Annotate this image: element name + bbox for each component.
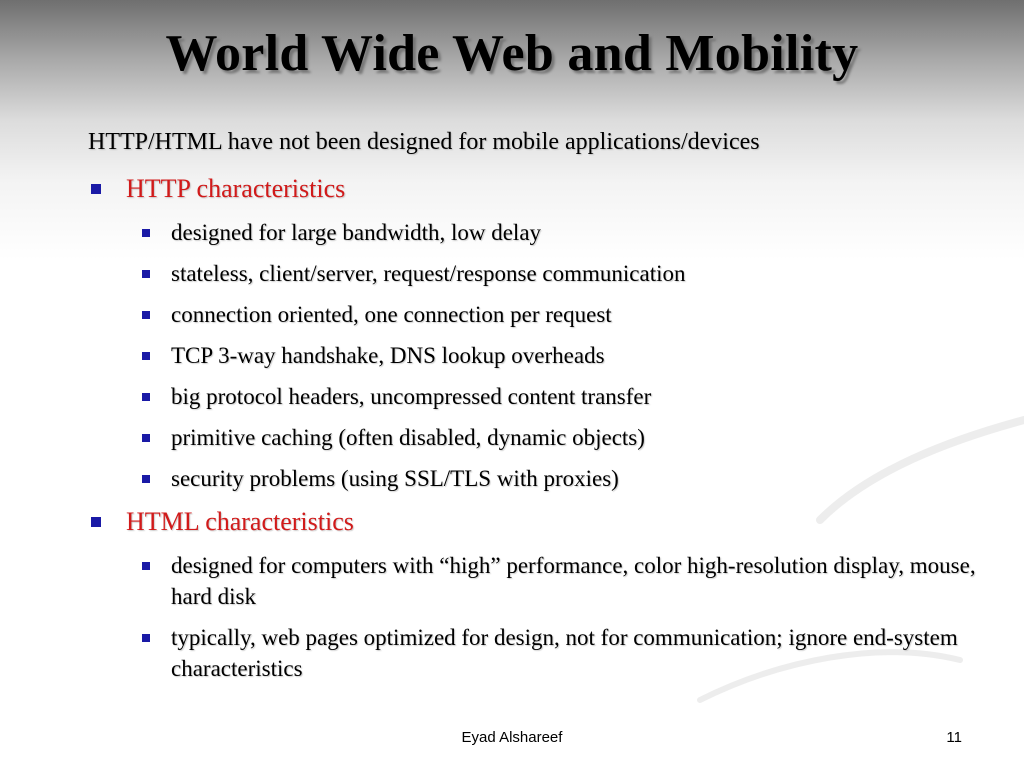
section-heading-label: HTTP characteristics (126, 174, 346, 203)
slide-title: World Wide Web and Mobility (165, 25, 859, 82)
list-item-text: big protocol headers, uncompressed content transfer (171, 384, 652, 409)
list-item-text: designed for large bandwidth, low delay (171, 220, 542, 245)
list-item-text: designed for computers with “high” performance, color high-resolution display, mouse, hard disk (171, 553, 976, 609)
html-characteristics-list (88, 550, 988, 684)
slide-number: 11 (946, 729, 962, 746)
square-bullet-icon (142, 434, 150, 442)
list-item-text: primitive caching (often disabled, dynamic objects) (171, 425, 645, 450)
list-item (88, 340, 988, 371)
list-item-text: connection oriented, one connection per request (171, 302, 612, 327)
section-heading-http (88, 171, 988, 207)
list-item (88, 258, 988, 289)
square-bullet-icon (142, 229, 150, 237)
intro-text: HTTP/HTML have not been designed for mobile applications/devices (88, 129, 760, 155)
section-heading-html (88, 504, 988, 540)
square-bullet-icon (142, 311, 150, 319)
list-item-text: stateless, client/server, request/response communication (171, 261, 686, 286)
list-item-text: typically, web pages optimized for design, not for communication; ignore end-system characteristics (171, 625, 958, 681)
list-item (88, 622, 988, 684)
square-bullet-icon (91, 517, 101, 527)
square-bullet-icon (142, 393, 150, 401)
list-item (88, 381, 988, 412)
list-item (88, 463, 988, 494)
square-bullet-icon (142, 562, 150, 570)
square-bullet-icon (142, 270, 150, 278)
list-item (88, 422, 988, 453)
footer-author: Eyad Alshareef (461, 729, 563, 746)
list-item (88, 550, 988, 612)
section-heading-label: HTML characteristics (126, 507, 354, 536)
list-item (88, 217, 988, 248)
list-item-text: security problems (using SSL/TLS with proxies) (171, 466, 619, 491)
list-item-text: TCP 3-way handshake, DNS lookup overheads (171, 343, 605, 368)
square-bullet-icon (142, 634, 150, 642)
list-item (88, 299, 988, 330)
http-characteristics-list (88, 217, 988, 494)
square-bullet-icon (91, 184, 101, 194)
square-bullet-icon (142, 475, 150, 483)
square-bullet-icon (142, 352, 150, 360)
slide-body (88, 125, 988, 694)
